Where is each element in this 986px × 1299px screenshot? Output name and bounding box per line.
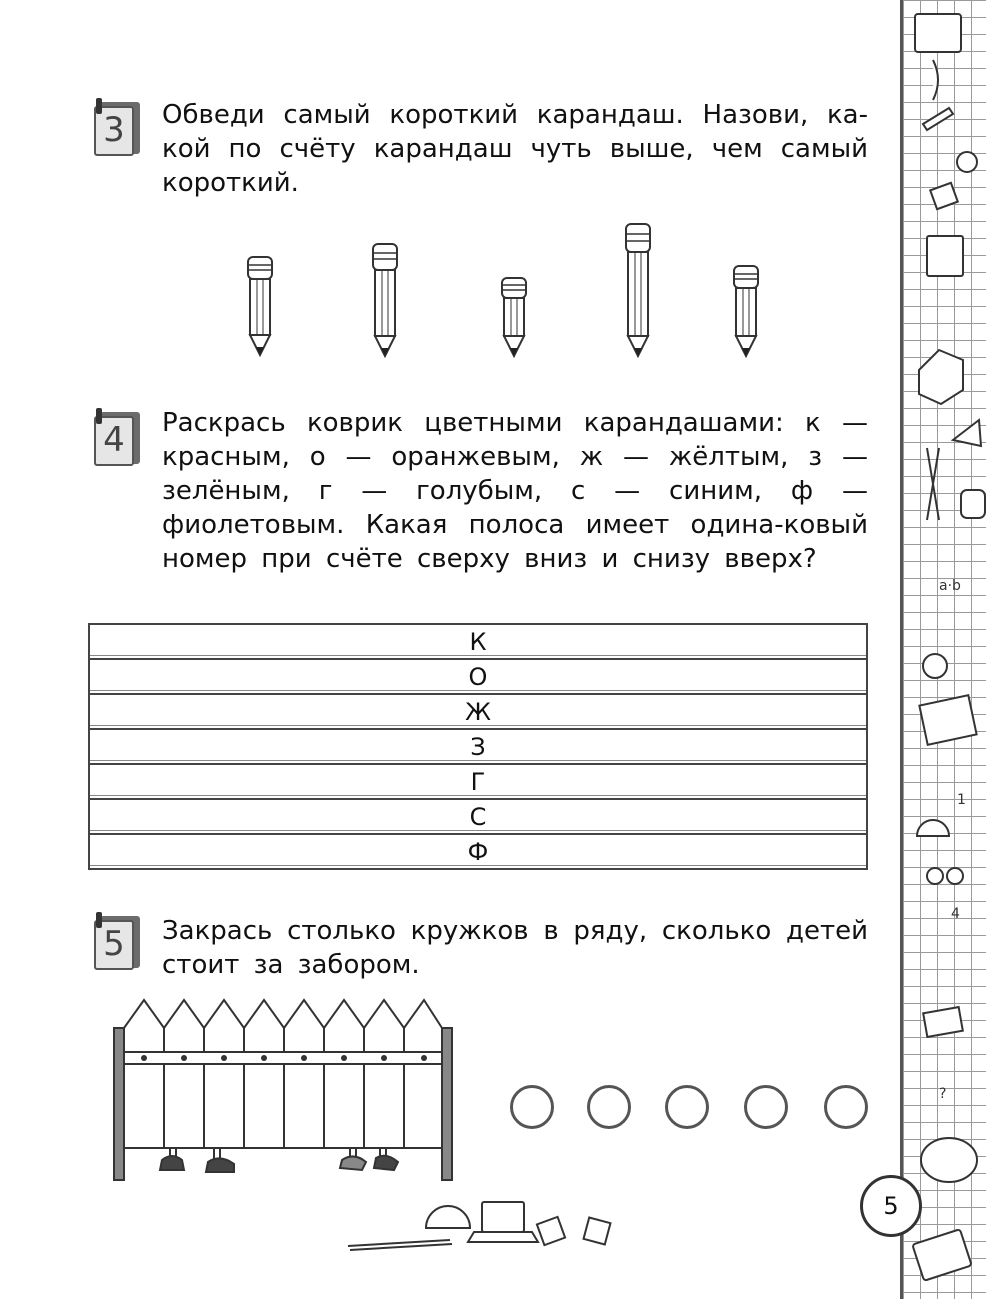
rug-stripe[interactable] (90, 625, 866, 660)
rug-stripe-letter: О (468, 662, 488, 691)
rug-stripe-letter: Ф (467, 837, 489, 866)
pencil-1[interactable] (244, 255, 276, 357)
decorative-side-strip (900, 0, 986, 1299)
rug-stripe[interactable] (90, 835, 866, 870)
rug-stripe[interactable] (90, 800, 866, 835)
rug-stripe[interactable] (90, 660, 866, 695)
task-4-badge (92, 408, 144, 468)
task-5-badge (92, 912, 144, 972)
task-3-text: Обведи самый короткий карандаш. Назови, ка-кой по счёту карандаш чуть выше, чем самый короткий. (162, 100, 868, 198)
rug-stripe[interactable] (90, 695, 866, 730)
pencil-4[interactable] (622, 222, 654, 358)
answer-circle[interactable] (510, 1085, 554, 1129)
task-3-badge (92, 98, 144, 158)
task-5-text: Закрась столько кружков в ряду, сколько детей стоит за забором. (162, 916, 868, 980)
rug-table (88, 623, 868, 870)
rug-stripe[interactable] (90, 765, 866, 800)
pencil-5[interactable] (730, 264, 762, 358)
rug-stripe-letter: К (469, 627, 487, 656)
svg-text:a·b: a·b (939, 578, 961, 594)
bottom-doodles (340, 1190, 630, 1260)
task-4-number: 4 (94, 416, 134, 466)
task-4-text: Раскрась коврик цветными карандашами: к — красным, о — оранжевым, ж — жёлтым, з — зелёным, г — голубым, с — синим, ф — фиолетовым. Какая полоса имеет одина-ковый номер при счёте сверху вниз и снизу вверх? (162, 408, 868, 574)
svg-text:4: 4 (951, 906, 960, 922)
task-5-number: 5 (94, 920, 134, 970)
rug-stripe-letter: С (469, 802, 487, 831)
school-doodles-icon (903, 0, 986, 1299)
svg-text:1: 1 (957, 792, 966, 808)
rug-stripe-letter: Ж (465, 697, 491, 726)
rug-stripe-letter: Г (470, 767, 486, 796)
pencil-2[interactable] (369, 242, 401, 358)
task-3-number: 3 (94, 106, 134, 156)
answer-circle[interactable] (744, 1085, 788, 1129)
page-number: 5 (883, 1192, 899, 1220)
answer-circle[interactable] (665, 1085, 709, 1129)
rug-stripe-letter: З (470, 732, 486, 761)
answer-circle[interactable] (824, 1085, 868, 1129)
svg-text:?: ? (939, 1086, 947, 1102)
answer-circle[interactable] (587, 1085, 631, 1129)
pencil-3[interactable] (498, 276, 530, 358)
fence-illustration (110, 992, 462, 1184)
rug-stripe[interactable] (90, 730, 866, 765)
page-number-badge (860, 1175, 922, 1237)
